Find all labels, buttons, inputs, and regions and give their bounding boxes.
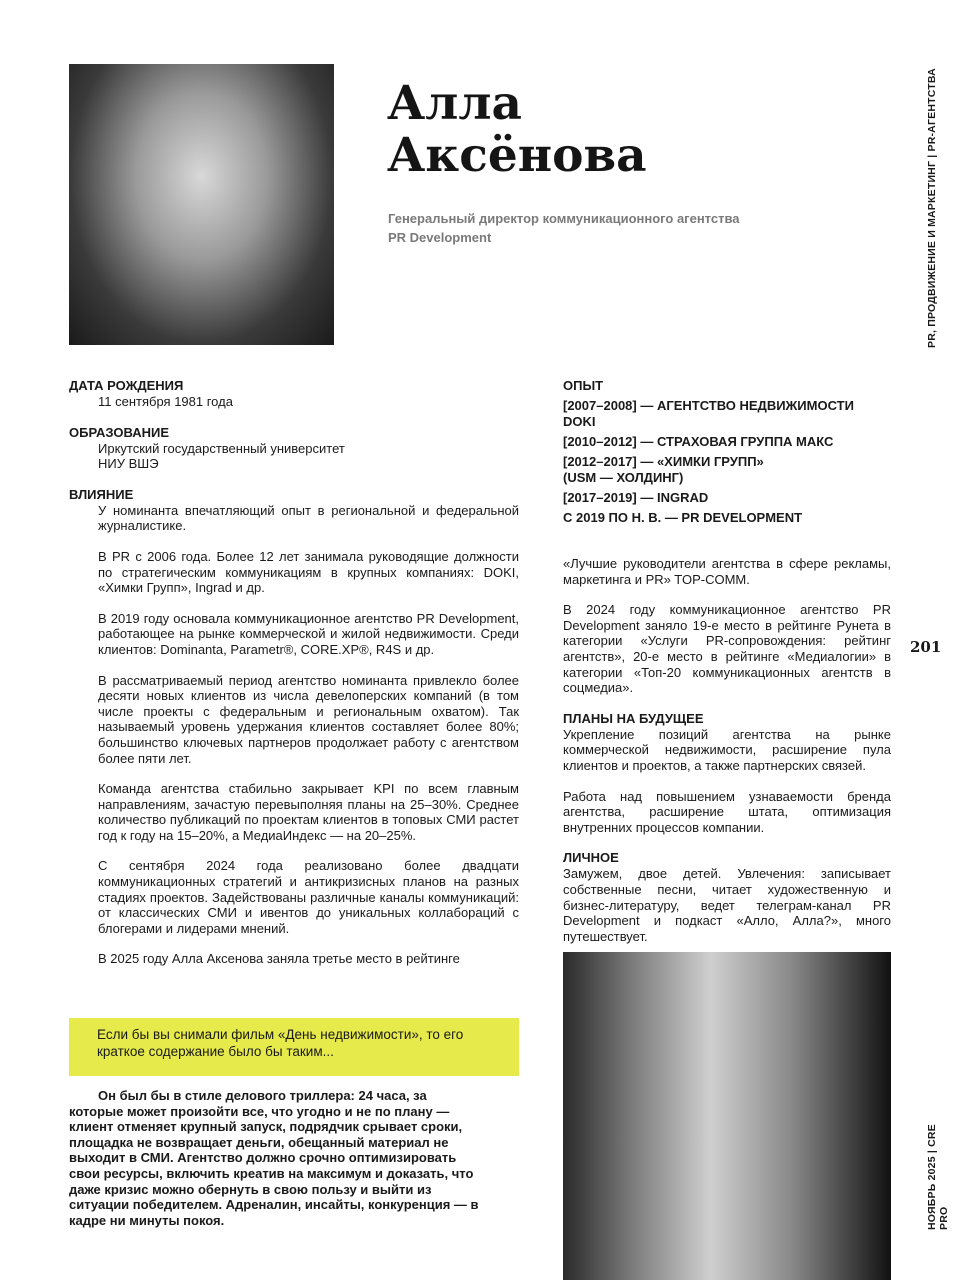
experience-item: [2017–2019] — INGRAD [563, 490, 709, 505]
experience-item: С 2019 ПО Н. В. — PR DEVELOPMENT [563, 510, 803, 525]
experience-heading: ОПЫТ [563, 378, 604, 393]
influence-paragraph: В PR с 2006 года. Более 12 лет занимала руководящие должности по стратегическим коммуникациям в крупных компаниях: DOKI, «Химки Групп», Ingrad и др. [98, 548, 519, 596]
role-company: PR Development [388, 230, 492, 245]
birth-value: 11 сентября 1981 года [98, 394, 233, 409]
person-role [388, 209, 740, 247]
influence-heading: ВЛИЯНИЕ [69, 486, 134, 502]
personal-heading: ЛИЧНОЕ [563, 850, 619, 866]
influence-paragraph: В 2025 году Алла Аксенова заняла третье место в рейтинге [98, 951, 460, 967]
birth-heading: ДАТА РОЖДЕНИЯ [69, 378, 184, 393]
experience-item: [2010–2012] — СТРАХОВАЯ ГРУППА МАКС [563, 434, 834, 449]
role-line: Генеральный директор коммуникационного агентства [388, 211, 740, 226]
issue-label: НОЯБРЬ 2025 | CRE PRO [926, 1124, 950, 1230]
left-column [69, 378, 519, 967]
plans-heading: ПЛАНЫ НА БУДУЩЕЕ [563, 710, 704, 726]
influence-paragraph: С сентября 2024 года реализовано более двадцати коммуникационных стратегий и антикризисных планов на разных стадиях проектов. Задействованы различные каналы коммуникаций: от классических СМИ и ивентов до уникальных коллабораций с блогерами и лидерами мнений. [98, 858, 519, 936]
portrait-photo [69, 64, 334, 345]
plans-paragraph: Укрепление позиций агентства на рынке коммерческой недвижимости, расширение пула клиентов и проектов, а также партнерских связей. [563, 726, 891, 773]
first-name: Алла [387, 76, 523, 131]
last-name: Аксёнова [387, 128, 647, 183]
quote-answer: Он был бы в стиле делового триллера: 24 часа, за которые может произойти все, что угодно и не по плану — клиент отменяет крупный запуск, подрядчик срывает сроки, площадка не возвращает деньги, обещанный материал не выходит в СМИ. Агентство должно срочно оптимизировать свои ресурсы, включить креатив на максимум и доказать, что даже кризис можно обернуть в свою пользу и выйти из ситуации победителем. Адреналин, инсайты, конкуренция — в кадре ни минуты покоя. [69, 1088, 479, 1228]
influence-paragraph: В 2019 году основала коммуникационное агентство PR Development, работающее на рынке коммерческой и жилой недвижимости. Среди клиентов: Dominanta, Parametr®, CORE.XP®, R4S и др. [98, 610, 519, 657]
education-item: Иркутский государственный университет [98, 440, 345, 456]
quote-question: Если бы вы снимали фильм «День недвижимости», то его краткое содержание было бы таким... [69, 1018, 519, 1076]
personal-text: Замужем, двое детей. Увлечения: записывает собственные песни, читает художественную и бизнес-литературу, ведет телеграм-канал PR Development и подкаст «Алло, Алла?», много путешествует. [563, 866, 891, 944]
education-heading: ОБРАЗОВАНИЕ [69, 424, 169, 440]
experience-item: [2007–2008] — АГЕНТСТВО НЕДВИЖИМОСТИ DOKI [563, 398, 854, 429]
education-item: НИУ ВШЭ [98, 456, 159, 472]
page-number: 201 [910, 638, 942, 656]
influence-paragraph: У номинанта впечатляющий опыт в региональной и федеральной журналистике. [98, 502, 519, 534]
continued-paragraph: «Лучшие руководители агентства в сфере рекламы, маркетинга и PR» TOP-COMM. [563, 556, 891, 587]
influence-paragraph: В рассматриваемый период агентство номинанта привлекло более десяти новых клиентов из числа девелоперских компаний (в том числе проекты с федеральным и региональным охватом). Так называемый уровень удержания клиентов составляет более 80%; большинство ключевых партнеров продолжает работу с агентством более пяти лет. [98, 672, 519, 766]
person-name [387, 78, 647, 182]
experience-item: [2012–2017] — «ХИМКИ ГРУПП» (USM — ХОЛДИНГ) [563, 454, 764, 485]
right-column [563, 378, 891, 944]
second-portrait-photo [563, 952, 891, 1280]
influence-paragraph: Команда агентства стабильно закрывает KPI по всем главным направлениям, зачастую перевыполняя планы на 25–30%. Среднее количество публикаций по проектам клиентов в топовых СМИ растет год к году на 15–20%, а МедиаИндекс — на 20–25%. [98, 781, 519, 843]
plans-paragraph: Работа над повышением узнаваемости бренда агентства, расширение штата, оптимизация внутренних процессов компании. [563, 788, 891, 835]
continued-paragraph: В 2024 году коммуникационное агентство PR Development заняло 19-е место в рейтинге Рунета в категории «Услуги PR-сопровождения: рейтинг агентств», 20-е место в рейтинге «Медиалогии» в категории «Топ-20 коммуникационных агентств в соцмедиа». [563, 602, 891, 696]
section-label: PR, ПРОДВИЖЕНИЕ И МАРКЕТИНГ | PR-АГЕНТСТВА [926, 68, 938, 348]
